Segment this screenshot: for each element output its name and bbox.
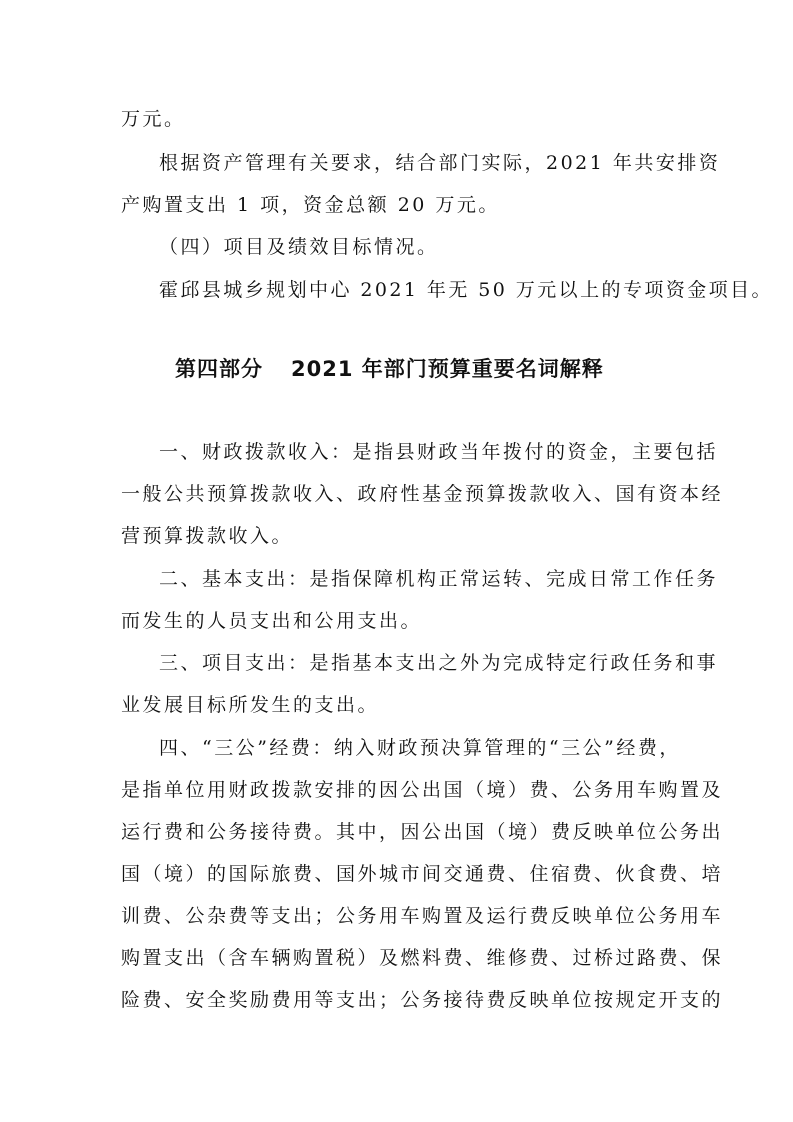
text-line: 一般公共预算拨款收入、政府性基金预算拨款收入、国有资本经 <box>121 483 724 505</box>
text-line: 运行费和公务接待费。其中，因公出国（境）费反映单位公务出 <box>121 821 724 843</box>
text-line: 万元。 <box>121 108 186 130</box>
text-line: 四、“三公”经费：纳入财政预决算管理的“三公”经费， <box>159 737 681 759</box>
text-line: 是指单位用财政拨款安排的因公出国（境）费、公务用车购置及 <box>121 779 724 801</box>
text-line: 业发展目标所发生的支出。 <box>121 694 380 716</box>
text-line: 险费、安全奖励费用等支出；公务接待费反映单位按规定开支的 <box>121 989 724 1011</box>
text-line: 营预算拨款收入。 <box>121 525 294 547</box>
section-title: 2021 年部门预算重要名词解释 <box>291 357 604 381</box>
text-line: 三、项目支出：是指基本支出之外为完成特定行政任务和事 <box>159 652 719 674</box>
text-line: 而发生的人员支出和公用支出。 <box>121 610 423 632</box>
text-line: 二、基本支出：是指保障机构正常运转、完成日常工作任务 <box>159 568 719 590</box>
text-line: 产购置支出 1 项，资金总额 20 万元。 <box>121 194 500 216</box>
section-heading <box>175 355 604 383</box>
text-line: 根据资产管理有关要求，结合部门实际，2021 年共安排资 <box>159 152 721 174</box>
text-line: 训费、公杂费等支出；公务用车购置及运行费反映单位公务用车 <box>121 905 724 927</box>
section-part-label: 第四部分 <box>175 357 263 381</box>
text-line: 霍邱县城乡规划中心 2021 年无 50 万元以上的专项资金项目。 <box>159 279 773 301</box>
subheading: （四）项目及绩效目标情况。 <box>159 236 439 258</box>
text-line: 购置支出（含车辆购置税）及燃料费、维修费、过桥过路费、保 <box>121 947 724 969</box>
text-line: 国（境）的国际旅费、国外城市间交通费、住宿费、伙食费、培 <box>121 863 724 885</box>
text-line: 一、财政拨款收入：是指县财政当年拨付的资金，主要包括 <box>159 441 719 463</box>
